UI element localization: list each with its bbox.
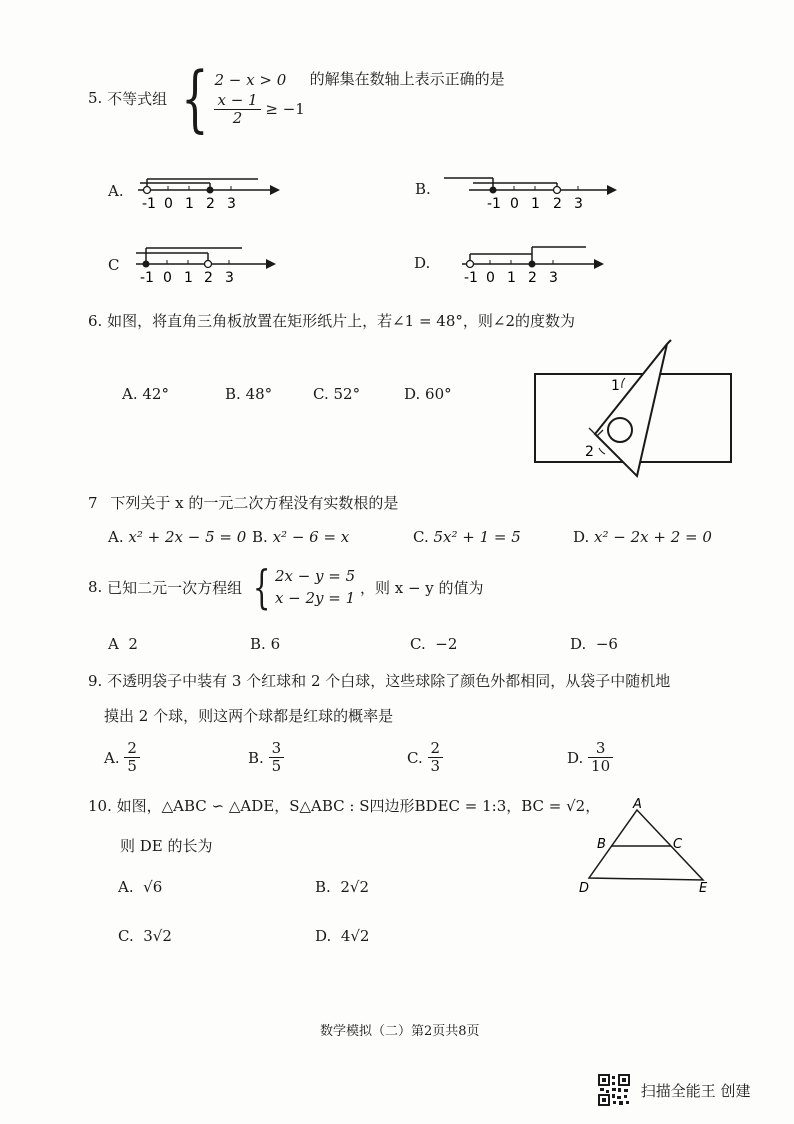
option-value: 60° bbox=[425, 385, 452, 403]
option-value: 42° bbox=[142, 385, 169, 403]
q6-figure bbox=[525, 338, 745, 488]
option-letter: D. bbox=[573, 528, 590, 546]
numerator: 3 bbox=[588, 740, 613, 758]
tick-label: 3 bbox=[225, 270, 234, 286]
option-value: 52° bbox=[333, 385, 361, 403]
option-letter: D. bbox=[570, 635, 587, 653]
q9-line2 bbox=[104, 705, 393, 726]
denominator: 10 bbox=[591, 757, 611, 776]
q5-system bbox=[214, 69, 304, 127]
option-letter: C. bbox=[407, 748, 423, 767]
q8-option-d[interactable] bbox=[570, 635, 618, 653]
q6-text: 如图，将直角三角板放置在矩形纸片上，若∠1 = 48°，则∠2的度数为 bbox=[107, 312, 576, 330]
q8-number: 8. bbox=[88, 578, 103, 596]
q8-suffix: ，则 x − y 的值为 bbox=[359, 578, 484, 597]
q5-brace: { bbox=[181, 56, 209, 140]
option-value: 48° bbox=[245, 385, 273, 403]
q5-ineq2-fraction bbox=[214, 92, 260, 128]
q6-option-b[interactable] bbox=[225, 385, 272, 403]
q10-line2 bbox=[120, 835, 213, 856]
option-letter: B. bbox=[415, 180, 431, 198]
option-letter: A. bbox=[122, 385, 138, 403]
option-value: x² − 2x + 2 = 0 bbox=[594, 528, 712, 546]
vertex-b-label: B bbox=[597, 837, 606, 852]
option-value: −2 bbox=[435, 635, 458, 653]
numerator: 2 bbox=[124, 740, 140, 758]
q9-line1 bbox=[88, 670, 670, 691]
q6-stem bbox=[88, 310, 575, 331]
q9-text-1: 不透明袋子中装有 3 个红球和 2 个白球，这些球除了颜色外都相同，从袋子中随机地 bbox=[107, 672, 671, 690]
angle-2-label: 2 bbox=[585, 444, 594, 460]
scanner-label: 扫描全能王 创建 bbox=[640, 1081, 751, 1100]
q7-text: 下列关于 x 的一元二次方程没有实数根的是 bbox=[110, 494, 399, 512]
option-value: x² − 6 = x bbox=[272, 528, 350, 546]
option-letter: C. bbox=[313, 385, 329, 403]
q7-option-c[interactable] bbox=[413, 528, 521, 546]
q7-stem bbox=[88, 492, 398, 513]
q8-brace: { bbox=[252, 560, 271, 614]
q5-suffix: 的解集在数轴上表示正确的是 bbox=[309, 69, 505, 88]
option-value: −6 bbox=[595, 635, 618, 653]
q7-number: 7 bbox=[88, 494, 98, 512]
denominator: 5 bbox=[271, 757, 282, 776]
option-value: 4√2 bbox=[340, 927, 370, 945]
q6-option-c[interactable] bbox=[313, 385, 360, 403]
option-letter: D. bbox=[315, 927, 332, 945]
fraction bbox=[269, 740, 285, 776]
option-value: 6 bbox=[270, 635, 281, 653]
tick-label: 2 bbox=[204, 270, 213, 286]
q7-option-d[interactable] bbox=[573, 528, 712, 546]
q8-eq1: 2x − y = 5 bbox=[274, 566, 356, 585]
q5-stem bbox=[88, 56, 505, 140]
tick-label: 1 bbox=[531, 196, 540, 212]
tick-label: 2 bbox=[553, 196, 562, 212]
option-value: 5x² + 1 = 5 bbox=[433, 528, 521, 546]
tick-label: -1 bbox=[140, 270, 154, 286]
option-letter: A bbox=[108, 635, 119, 653]
q8-option-a[interactable] bbox=[108, 635, 138, 653]
q10-line1 bbox=[88, 795, 600, 816]
q10-option-c[interactable] bbox=[118, 927, 172, 945]
vertex-d-label: D bbox=[579, 881, 590, 896]
tick-label: 1 bbox=[507, 270, 516, 286]
q7-option-a[interactable] bbox=[108, 528, 246, 546]
q5-ineq2-rest: ≥ −1 bbox=[265, 99, 305, 118]
number-line-a bbox=[130, 172, 290, 212]
q9-option-d[interactable] bbox=[567, 740, 613, 776]
angle-1-label: 1 bbox=[611, 378, 620, 394]
q9-option-b[interactable] bbox=[248, 740, 284, 776]
fraction bbox=[588, 740, 613, 776]
q8-prefix: 已知二元一次方程组 bbox=[107, 578, 243, 597]
number-line-b bbox=[439, 172, 639, 212]
number-line-c bbox=[128, 244, 288, 286]
tick-label: 1 bbox=[185, 196, 194, 212]
page-footer: 数学模拟（二）第2页共8页 bbox=[320, 1024, 480, 1039]
numerator: 3 bbox=[269, 740, 285, 758]
q10-triangle-figure bbox=[575, 798, 715, 898]
q5-ineq1: 2 − x > 0 bbox=[214, 71, 287, 89]
tick-label: 2 bbox=[206, 196, 215, 212]
option-letter: A. bbox=[104, 748, 120, 767]
option-letter: B. bbox=[250, 635, 266, 653]
denominator: 5 bbox=[127, 757, 137, 776]
fraction bbox=[428, 740, 444, 776]
q10-option-d[interactable] bbox=[315, 927, 369, 945]
tick-label: -1 bbox=[487, 196, 501, 212]
option-letter: C. bbox=[410, 635, 426, 653]
q8-option-b[interactable] bbox=[250, 635, 280, 653]
option-value: x² + 2x − 5 = 0 bbox=[128, 528, 247, 546]
number-line-d bbox=[454, 244, 654, 286]
tick-label: 3 bbox=[574, 196, 583, 212]
option-value: 2 bbox=[128, 635, 138, 653]
tick-label: 3 bbox=[549, 270, 558, 286]
vertex-a-label: A bbox=[633, 798, 642, 812]
q5-number: 5. bbox=[88, 89, 103, 107]
option-value: 3√2 bbox=[143, 927, 172, 945]
q5-ineq2-numerator: x − 1 bbox=[214, 92, 260, 110]
q9-number: 9. bbox=[88, 672, 103, 690]
vertex-e-label: E bbox=[699, 881, 708, 896]
option-value: 2√2 bbox=[340, 878, 369, 896]
option-letter: D. bbox=[404, 385, 421, 403]
tick-label: 0 bbox=[510, 196, 519, 212]
q9-option-a[interactable] bbox=[104, 740, 140, 776]
option-letter: C. bbox=[413, 528, 429, 546]
denominator: 3 bbox=[430, 757, 441, 776]
q8-stem bbox=[88, 560, 484, 614]
tick-label: 0 bbox=[486, 270, 495, 286]
option-letter: C bbox=[108, 256, 120, 274]
tick-label: 1 bbox=[184, 270, 193, 286]
q7-option-b[interactable] bbox=[252, 528, 349, 546]
q10-text-2: 则 DE 的长为 bbox=[120, 837, 213, 855]
numerator: 2 bbox=[428, 740, 444, 758]
q6-option-d[interactable] bbox=[404, 385, 452, 403]
option-letter: C. bbox=[118, 927, 134, 945]
option-letter: B. bbox=[225, 385, 241, 403]
q10-number: 10. bbox=[88, 797, 112, 815]
vertex-c-label: C bbox=[673, 837, 683, 852]
option-letter: D. bbox=[414, 254, 431, 272]
option-letter: B. bbox=[248, 748, 264, 767]
q8-eq2: x − 2y = 1 bbox=[274, 589, 356, 607]
q6-option-a[interactable] bbox=[122, 385, 169, 403]
q8-system bbox=[275, 565, 355, 610]
tick-label: 0 bbox=[164, 196, 173, 212]
q10-option-a[interactable] bbox=[118, 878, 162, 896]
option-letter: D. bbox=[567, 748, 584, 767]
q5-prefix: 不等式组 bbox=[107, 89, 168, 108]
option-letter: A. bbox=[108, 182, 124, 200]
option-letter: A. bbox=[108, 528, 124, 546]
option-letter: A. bbox=[118, 878, 134, 896]
tick-label: 3 bbox=[227, 196, 236, 212]
q8-option-c[interactable] bbox=[410, 635, 457, 653]
q9-option-c[interactable] bbox=[407, 740, 443, 776]
tick-label: -1 bbox=[464, 270, 478, 286]
fraction bbox=[124, 740, 140, 776]
option-value: √6 bbox=[143, 878, 163, 896]
q10-option-b[interactable] bbox=[315, 878, 369, 896]
q5-ineq2-denominator: 2 bbox=[232, 108, 243, 127]
tick-label: -1 bbox=[142, 196, 156, 212]
tick-label: 0 bbox=[163, 270, 172, 286]
scanner-watermark bbox=[598, 1074, 751, 1106]
q6-number: 6. bbox=[88, 312, 103, 330]
qr-code-icon bbox=[598, 1074, 630, 1106]
option-letter: B. bbox=[315, 878, 331, 896]
option-letter: B. bbox=[252, 528, 268, 546]
tick-label: 2 bbox=[528, 270, 537, 286]
q10-text-1: 如图，△ABC ∽ △ADE，S△ABC : S四边形BDEC = 1:3，BC = √2， bbox=[116, 797, 601, 815]
q9-text-2: 摸出 2 个球，则这两个球都是红球的概率是 bbox=[104, 707, 394, 725]
